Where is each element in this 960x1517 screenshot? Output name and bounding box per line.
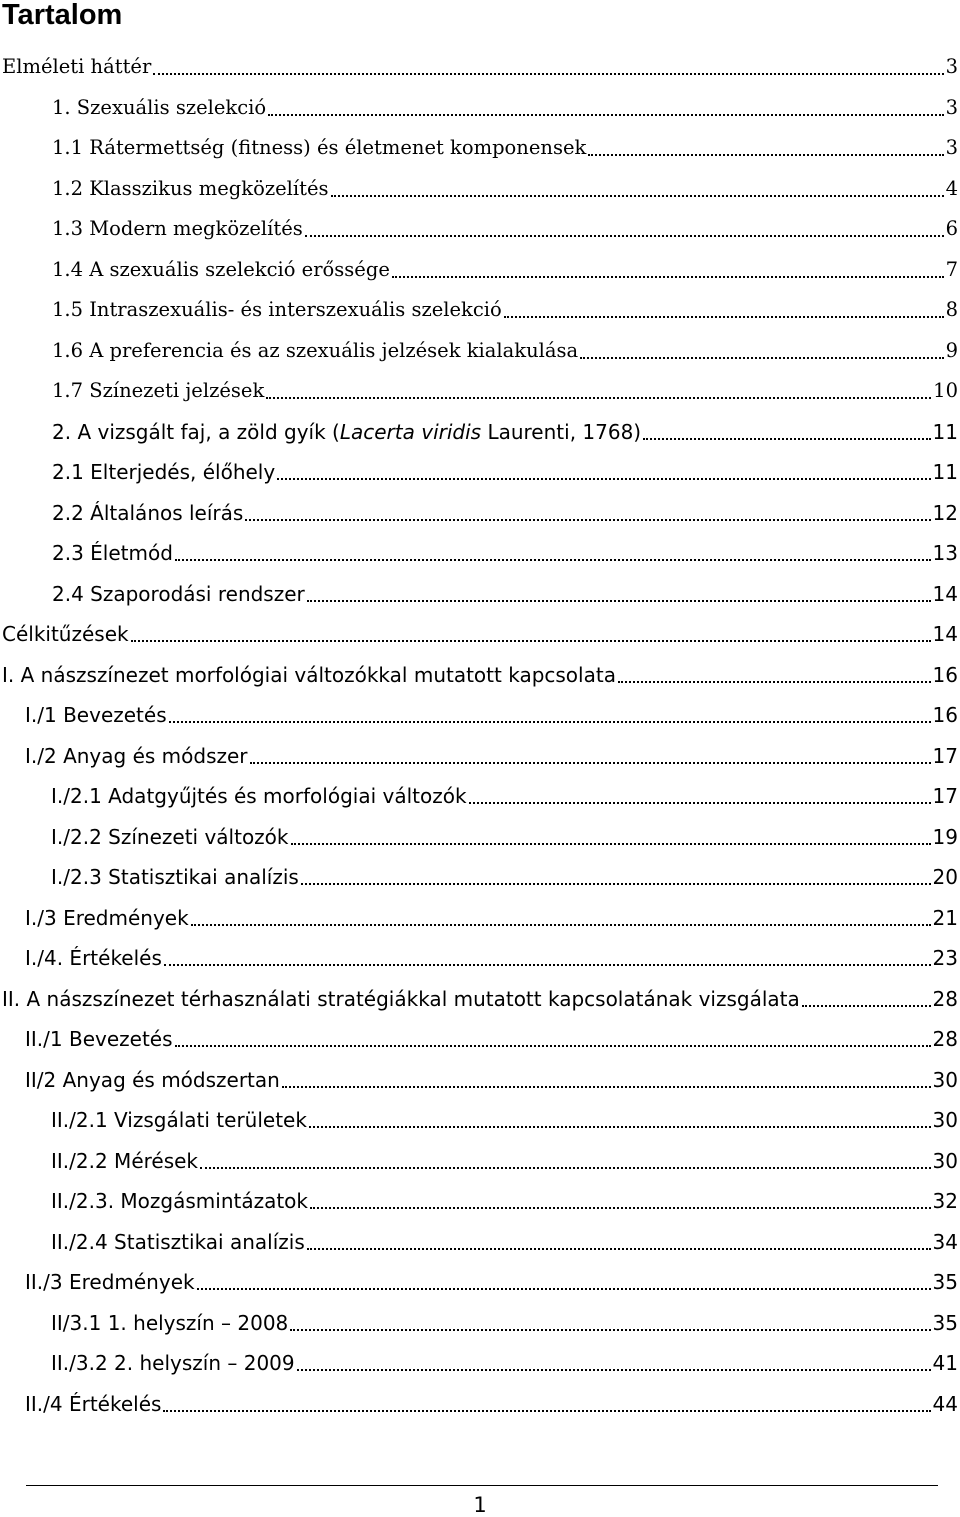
toc-entry[interactable]	[0, 1141, 960, 1182]
toc-entry-page: 44	[932, 1391, 958, 1416]
toc-entry[interactable]	[0, 979, 960, 1020]
toc-entry[interactable]	[0, 88, 960, 129]
toc-entry-page: 13	[932, 541, 958, 566]
toc-entry-page: 3	[945, 136, 958, 160]
toc-entry-title: 2.3 Életmód	[52, 541, 173, 566]
toc-entry[interactable]	[0, 1100, 960, 1141]
dot-leader	[175, 1045, 931, 1047]
dot-leader	[282, 1086, 931, 1088]
toc-entry[interactable]	[0, 1019, 960, 1060]
dot-leader	[301, 883, 931, 885]
toc-entry[interactable]	[0, 412, 960, 453]
dot-leader	[131, 640, 931, 642]
toc-entry-title: II./2.3. Mozgásmintázatok	[51, 1189, 309, 1214]
toc-entry-title: 2.1 Elterjedés, élőhely	[52, 460, 276, 485]
dot-leader	[331, 195, 944, 197]
toc-entry[interactable]	[0, 695, 960, 736]
toc-entry[interactable]	[0, 1222, 960, 1263]
toc-entry-title: I./2.3 Statisztikai analízis	[51, 865, 299, 890]
toc-entry-title: II./1 Bevezetés	[25, 1027, 173, 1052]
toc-entry-title: 1.5 Intraszexuális- és interszexuális szelekció	[52, 298, 502, 322]
dot-leader	[200, 1167, 931, 1169]
toc-entry-page: 30	[932, 1108, 958, 1133]
toc-entry[interactable]	[0, 169, 960, 210]
dot-leader	[250, 762, 931, 764]
dot-leader	[291, 843, 931, 845]
toc-entry-title: 1. Szexuális szelekció	[52, 95, 267, 119]
toc-entry[interactable]	[0, 1343, 960, 1384]
toc-entry-title: II./3.2 2. helyszín – 2009	[51, 1351, 295, 1376]
toc-entry[interactable]	[0, 655, 960, 696]
toc-entry-page: 7	[945, 257, 958, 281]
dot-leader	[175, 559, 931, 561]
toc-entry-page: 17	[932, 784, 958, 809]
page-number: 1	[473, 1493, 487, 1517]
toc-entry-title: 1.4 A szexuális szelekció erőssége	[52, 257, 390, 281]
toc-entry[interactable]	[0, 574, 960, 615]
dot-leader	[153, 73, 943, 75]
toc-entry-title: I./4. Értékelés	[25, 946, 162, 971]
toc-entry-page: 16	[932, 703, 958, 728]
dot-leader	[169, 721, 931, 723]
dot-leader	[164, 964, 931, 966]
toc-entry-page: 35	[932, 1310, 958, 1335]
toc-entry-page: 11	[932, 419, 958, 444]
toc-entry-page: 11	[932, 460, 958, 485]
toc-entry-title: 1.2 Klasszikus megközelítés	[52, 176, 329, 200]
dot-leader	[266, 397, 931, 399]
toc-entry[interactable]	[0, 250, 960, 291]
toc-entry-page: 4	[945, 176, 958, 200]
toc-entry-page: 10	[933, 379, 958, 403]
toc-entry[interactable]	[0, 371, 960, 412]
toc-entry-page: 34	[932, 1229, 958, 1254]
toc-entry-title: 2.4 Szaporodási rendszer	[52, 581, 305, 606]
toc-entry-page: 21	[932, 905, 958, 930]
toc-entry-page: 8	[945, 298, 958, 322]
dot-leader	[618, 681, 931, 683]
toc-entry-page: 32	[932, 1189, 958, 1214]
toc-entry-title: II./4 Értékelés	[25, 1391, 162, 1416]
dot-leader	[588, 154, 943, 156]
dot-leader	[245, 519, 930, 521]
dot-leader	[802, 1005, 931, 1007]
toc-entry-title: I. A nászszínezet morfológiai változókkal mutatott kapcsolata	[2, 662, 616, 687]
toc-entry[interactable]	[0, 1262, 960, 1303]
dot-leader	[504, 316, 944, 318]
dot-leader	[163, 1410, 930, 1412]
toc-entry-title: II./2.1 Vizsgálati területek	[51, 1108, 307, 1133]
toc-entry-page: 9	[945, 338, 958, 362]
dot-leader	[277, 478, 930, 480]
toc-entry-title: 2. A vizsgált faj, a zöld gyík (Lacerta viridis Laurenti, 1768)	[52, 419, 642, 444]
toc-entry-page: 30	[932, 1148, 958, 1173]
toc-entry-title: 1.7 Színezeti jelzések	[52, 379, 265, 403]
dot-leader	[290, 1329, 930, 1331]
toc-entry-page: 41	[932, 1351, 958, 1376]
dot-leader	[297, 1369, 931, 1371]
toc-entry[interactable]	[0, 898, 960, 939]
dot-leader	[307, 1248, 931, 1250]
toc-entry[interactable]	[0, 1181, 960, 1222]
dot-leader	[309, 1126, 931, 1128]
toc-entry-page: 35	[932, 1270, 958, 1295]
toc-entry[interactable]	[0, 817, 960, 858]
dot-leader	[305, 235, 944, 237]
toc-entry-title: II./2.4 Statisztikai analízis	[51, 1229, 305, 1254]
dot-leader	[191, 924, 931, 926]
toc-entry[interactable]	[0, 209, 960, 250]
dot-leader	[469, 802, 931, 804]
toc-entry[interactable]	[0, 614, 960, 655]
toc-entry-title: Elméleti háttér	[2, 55, 152, 79]
toc-entry-title: II. A nászszínezet térhasználati stratégiákkal mutatott kapcsolatának vizsgálata	[2, 986, 800, 1011]
toc-entry[interactable]	[0, 493, 960, 534]
dot-leader	[268, 114, 943, 116]
toc-entry-page: 17	[932, 743, 958, 768]
toc-entry[interactable]	[0, 290, 960, 331]
toc-entry-title: II/2 Anyag és módszertan	[25, 1067, 280, 1092]
toc-entry-page: 23	[932, 946, 958, 971]
toc-entry-title: II./3 Eredmények	[25, 1270, 195, 1295]
toc-entry[interactable]	[0, 128, 960, 169]
toc-entry-title: I./2.1 Adatgyűjtés és morfológiai változók	[51, 784, 467, 809]
table-of-contents	[0, 47, 960, 1424]
toc-entry-page: 3	[945, 95, 958, 119]
toc-entry-page: 14	[932, 622, 958, 647]
dot-leader	[197, 1288, 931, 1290]
toc-entry-title: I./3 Eredmények	[25, 905, 189, 930]
toc-entry[interactable]	[0, 736, 960, 777]
toc-entry-page: 16	[932, 662, 958, 687]
toc-entry[interactable]	[0, 938, 960, 979]
toc-entry-page: 14	[932, 581, 958, 606]
toc-entry-page: 3	[945, 55, 958, 79]
toc-entry-page: 12	[932, 500, 958, 525]
toc-entry-title: Célkitűzések	[2, 622, 129, 647]
dot-leader	[307, 600, 931, 602]
toc-entry-page: 6	[945, 217, 958, 241]
toc-entry-page: 30	[932, 1067, 958, 1092]
page-title: Tartalom	[2, 0, 123, 31]
toc-entry[interactable]	[0, 47, 960, 88]
dot-leader	[392, 276, 944, 278]
toc-entry-title: 1.1 Rátermettség (fitness) és életmenet komponensek	[52, 136, 587, 160]
toc-entry-title: I./1 Bevezetés	[25, 703, 167, 728]
toc-entry-page: 19	[932, 824, 958, 849]
dot-leader	[643, 438, 930, 440]
toc-entry[interactable]	[0, 857, 960, 898]
toc-entry-title: I./2.2 Színezeti változók	[51, 824, 289, 849]
footer-divider	[26, 1485, 938, 1486]
toc-entry-title: 1.3 Modern megközelítés	[52, 217, 303, 241]
toc-entry[interactable]	[0, 331, 960, 372]
toc-entry-page: 28	[932, 1027, 958, 1052]
toc-entry-title: 1.6 A preferencia és az szexuális jelzések kialakulása	[52, 338, 579, 362]
toc-entry-title: II/3.1 1. helyszín – 2008	[51, 1310, 289, 1335]
toc-entry[interactable]	[0, 533, 960, 574]
dot-leader	[580, 357, 943, 359]
toc-entry[interactable]	[0, 1060, 960, 1101]
toc-entry[interactable]	[0, 452, 960, 493]
toc-entry[interactable]	[0, 1384, 960, 1425]
dot-leader	[310, 1207, 931, 1209]
toc-entry-title: I./2 Anyag és módszer	[25, 743, 248, 768]
toc-entry-page: 28	[932, 986, 958, 1011]
toc-entry-title: II./2.2 Mérések	[51, 1148, 199, 1173]
toc-entry[interactable]	[0, 1303, 960, 1344]
toc-entry-page: 20	[932, 865, 958, 890]
toc-entry[interactable]	[0, 776, 960, 817]
toc-entry-title: 2.2 Általános leírás	[52, 500, 244, 525]
